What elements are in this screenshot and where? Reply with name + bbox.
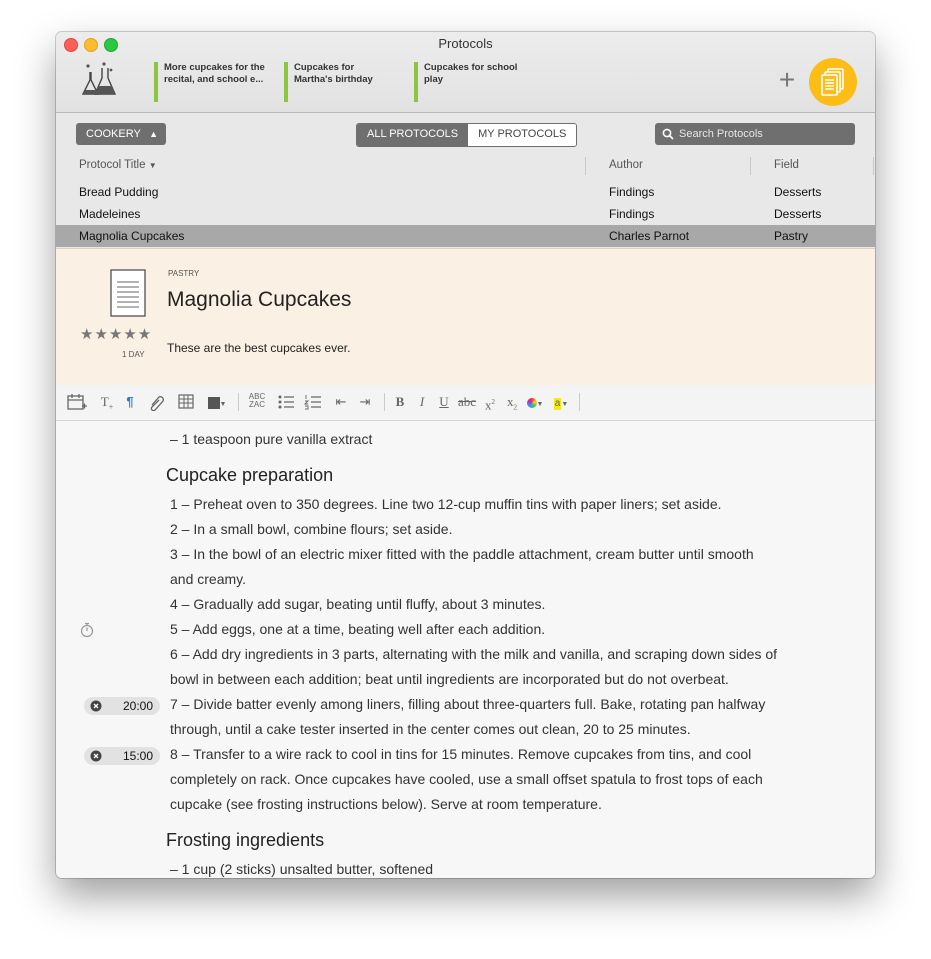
timer-value: 20:00 <box>122 699 153 713</box>
shortcut-line: recital, and school e... <box>164 74 264 85</box>
bold-icon[interactable]: B <box>395 394 405 409</box>
row-author: Charles Parnot <box>609 229 690 243</box>
updown-chevron-icon: ▲ <box>149 129 158 139</box>
underline-icon[interactable]: U <box>439 394 449 409</box>
protocol-title[interactable]: Magnolia Cupcakes <box>167 288 352 311</box>
insert-table-icon[interactable] <box>178 393 198 411</box>
insert-date-icon[interactable] <box>67 393 87 411</box>
shortcut-line: Cupcakes for <box>294 62 355 73</box>
row-title: Madeleines <box>79 207 141 221</box>
section-heading: Cupcake preparation <box>166 465 334 485</box>
tab-my-protocols[interactable]: MY PROTOCOLS <box>468 124 576 146</box>
step-line: completely on rack. Once cupcakes have cooled, use a small offset spatula to frost tops of each <box>170 771 763 787</box>
scope-segmented-control <box>356 123 577 147</box>
collection-label: COOKERY <box>86 128 141 140</box>
text-color-icon[interactable]: ▼ <box>524 393 546 411</box>
sort-down-icon: ▼ <box>148 161 157 170</box>
protocol-age: 1 DAY <box>122 350 145 359</box>
column-divider[interactable] <box>750 157 751 175</box>
column-divider[interactable] <box>873 157 874 175</box>
column-header-label: Protocol Title <box>79 159 146 171</box>
step-line: 5 – Add eggs, one at a time, beating well after each addition. <box>170 621 546 637</box>
app-window <box>56 32 875 878</box>
column-header-author[interactable]: Author <box>609 159 643 171</box>
collection-popup[interactable] <box>76 123 166 145</box>
step-line: 3 – In the bowl of an electric mixer fitted with the paddle attachment, cream butter until smooth <box>170 546 754 562</box>
step-line: bowl in between each addition; beat until ingredients are incorporated but do not overbeat. <box>170 671 729 687</box>
step-line: cupcake (see frosting instructions below). Serve at room temperature. <box>170 796 602 812</box>
row-title: Magnolia Cupcakes <box>79 229 185 243</box>
protocol-browser <box>56 113 875 248</box>
ingredient-item: – 1 teaspoon pure vanilla extract <box>170 431 373 447</box>
numbered-list-icon[interactable] <box>303 393 323 411</box>
step-line: 2 – In a small bowl, combine flours; set aside. <box>170 521 453 537</box>
indent-icon[interactable]: ⇥ <box>359 394 371 409</box>
shortcut-recital-cupcakes[interactable] <box>154 62 276 102</box>
toolbar-divider <box>579 393 580 411</box>
stopwatch-icon[interactable] <box>80 622 94 638</box>
shortcut-line: play <box>424 74 444 85</box>
protocol-body[interactable] <box>56 421 875 878</box>
paragraph-icon[interactable]: ¶ <box>126 394 134 409</box>
superscript-icon[interactable]: $x^2$ <box>485 397 495 413</box>
shortcut-martha-birthday[interactable] <box>284 62 406 102</box>
step-line: 1 – Preheat oven to 350 degrees. Line two 12-cup muffin tins with paper liners; set aside. <box>170 496 722 512</box>
search-field[interactable] <box>655 123 855 145</box>
step-line: through, until a cake tester inserted in the center comes out clean, 20 to 25 minutes. <box>170 721 691 737</box>
shortcut-line: Cupcakes for school <box>424 62 518 73</box>
row-title: Bread Pudding <box>79 185 159 199</box>
step-line: 4 – Gradually add sugar, beating until fluffy, about 3 minutes. <box>170 596 546 612</box>
protocol-header <box>56 248 875 386</box>
toolbar-divider <box>238 393 239 411</box>
cancel-timer-icon[interactable] <box>90 750 102 762</box>
step-line: 8 – Transfer to a wire rack to cool in tins for 15 minutes. Remove cupcakes from tins, and cool <box>170 746 752 762</box>
row-author: Findings <box>609 207 655 221</box>
timer-value: 15:00 <box>122 749 153 763</box>
table-row-selected[interactable] <box>56 225 875 247</box>
table-row[interactable] <box>56 181 875 203</box>
tab-all-protocols[interactable]: ALL PROTOCOLS <box>357 124 468 146</box>
column-header-title[interactable] <box>79 159 157 171</box>
window-title: Protocols <box>438 36 493 51</box>
outdent-icon[interactable]: ⇤ <box>335 394 347 409</box>
attach-icon[interactable] <box>148 393 168 411</box>
documents-icon <box>809 58 857 106</box>
row-author: Findings <box>609 185 655 199</box>
step-timer[interactable] <box>84 747 160 765</box>
table-row[interactable] <box>56 203 875 225</box>
step-line: 7 – Divide batter evenly among liners, filling about three-quarters full. Bake, rotating pan halfway <box>170 696 766 712</box>
row-field: Desserts <box>774 185 822 199</box>
sort-text-icon[interactable]: ABC ZAC <box>248 392 266 409</box>
subscript-icon[interactable]: $x_2$ <box>507 394 517 412</box>
add-protocol-button[interactable]: + <box>778 64 796 95</box>
column-header-field[interactable]: Field <box>774 159 799 171</box>
lab-flasks-icon[interactable] <box>80 62 118 100</box>
step-line: and creamy. <box>170 571 246 587</box>
highlight-icon[interactable]: a▼ <box>554 398 569 409</box>
shortcut-school-play[interactable] <box>414 62 536 102</box>
protocols-library-button[interactable] <box>809 58 857 106</box>
protocol-description[interactable]: These are the best cupcakes ever. <box>167 341 351 355</box>
text-style-icon[interactable]: $T_+$ <box>100 394 114 412</box>
toolbar-divider <box>384 393 385 411</box>
italic-icon[interactable]: I <box>419 394 425 409</box>
section-heading: Frosting ingredients <box>166 830 325 850</box>
shortcut-line: Martha's birthday <box>294 74 373 85</box>
format-toolbar <box>56 385 875 421</box>
row-field: Pastry <box>774 229 809 243</box>
strikethrough-icon[interactable]: abc <box>457 394 477 409</box>
bulleted-list-icon[interactable] <box>276 393 296 411</box>
row-field: Desserts <box>774 207 822 221</box>
search-icon <box>662 128 674 140</box>
search-placeholder: Search Protocols <box>679 128 763 140</box>
rating-stars[interactable]: ★★★★★ <box>80 326 153 343</box>
ingredient-item: – 1 cup (2 sticks) unsalted butter, softened <box>170 861 434 877</box>
step-line: 6 – Add dry ingredients in 3 parts, alternating with the milk and vanilla, and scraping down sides of <box>170 646 778 662</box>
step-timer[interactable] <box>84 697 160 715</box>
shortcut-line: More cupcakes for the <box>164 62 265 73</box>
cancel-timer-icon[interactable] <box>90 700 102 712</box>
document-icon <box>110 269 146 317</box>
title-bar <box>56 32 875 113</box>
protocol-field: PASTRY <box>168 269 200 278</box>
column-divider[interactable] <box>585 157 586 175</box>
fill-color-icon[interactable]: ▼ <box>206 393 228 411</box>
